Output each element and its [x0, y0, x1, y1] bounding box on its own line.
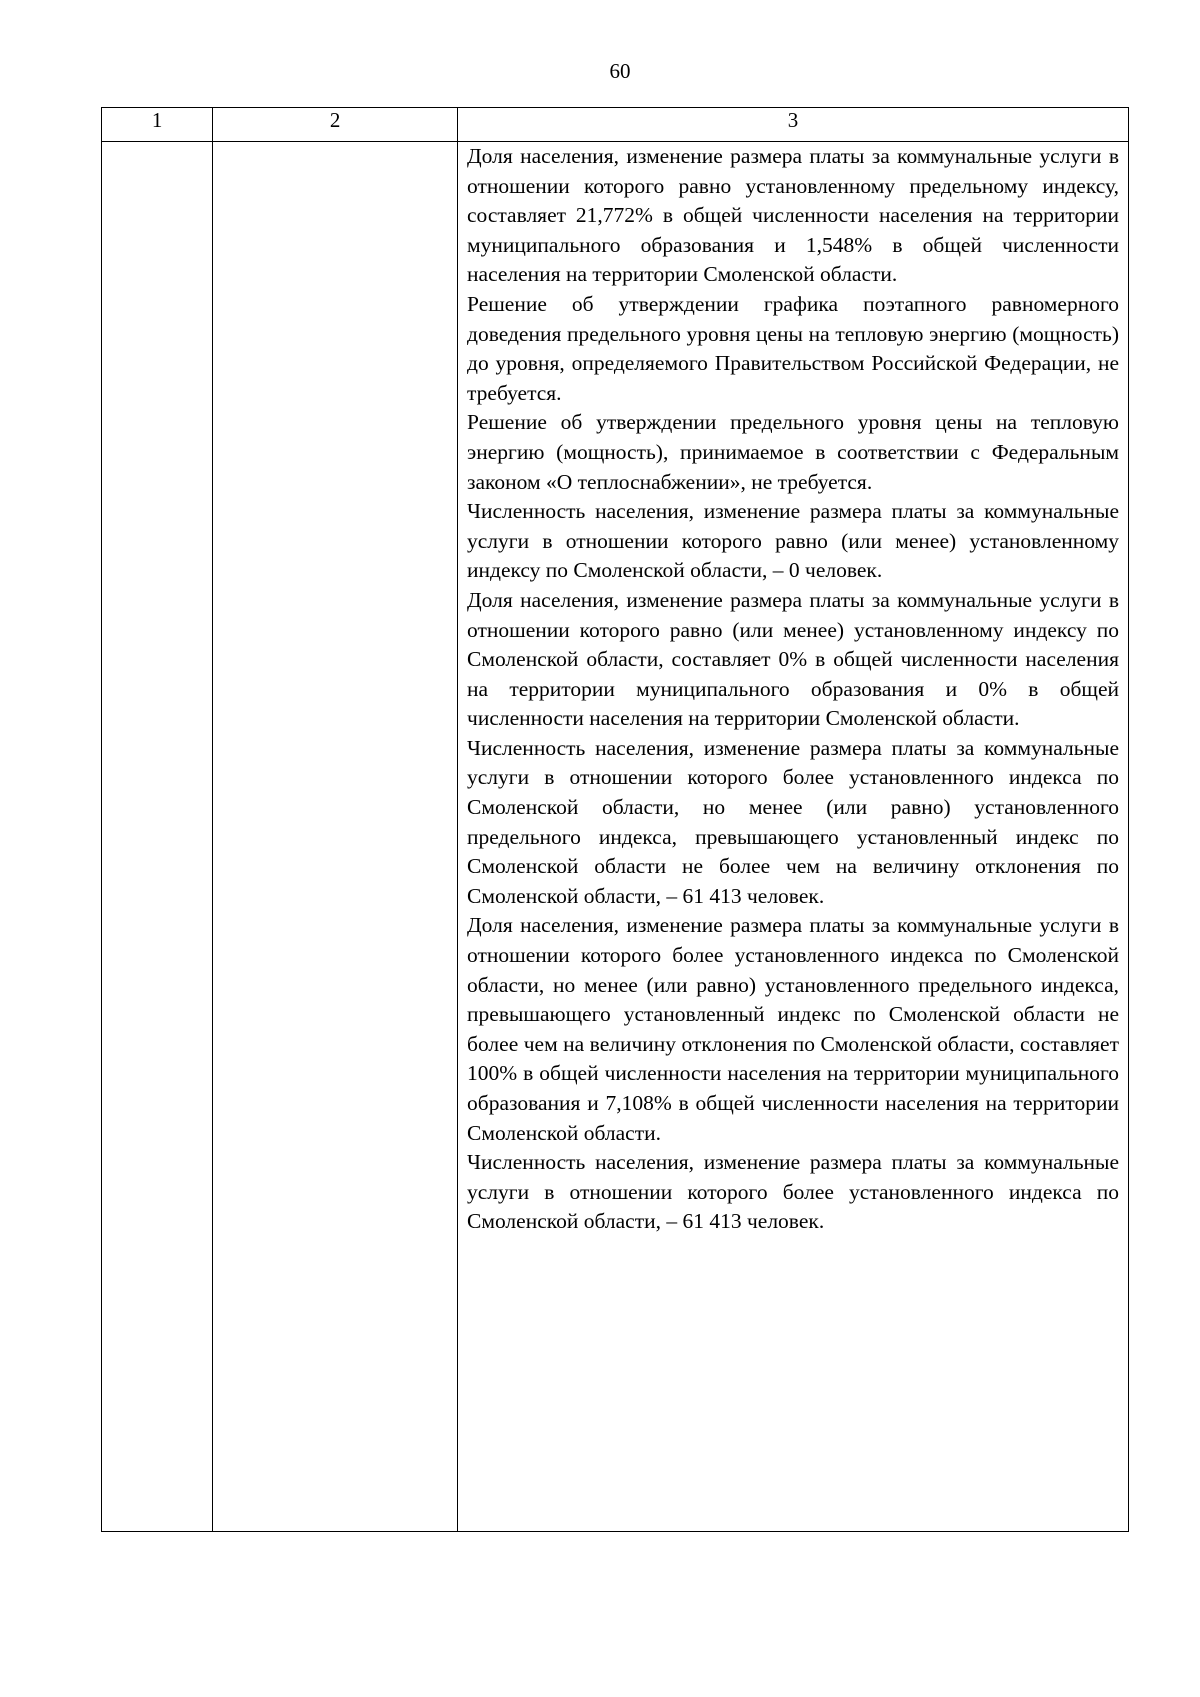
paragraph: Численность населения, изменение размера платы за коммунальные услуги в отношении которого более установленного индекса по Смоленской области, но менее (или равно) установленного предельного индекса, превышающего установленный индекс по Смоленской области не более чем на величину отклонения по Смоленской области, – 61 413 человек. [467, 735, 1119, 908]
header-cell-1: 1 [102, 108, 213, 142]
header-cell-2: 2 [213, 108, 458, 142]
body-cell-1 [102, 142, 213, 1532]
header-cell-3: 3 [458, 108, 1129, 142]
page-number: 60 [609, 59, 631, 83]
body-cell-2 [213, 142, 458, 1532]
paragraph: Решение об утверждении графика поэтапного равномерного доведения предельного уровня цены на тепловую энергию (мощность) до уровня, определяемого Правительством Российской Федерации, не требуется. [467, 291, 1119, 405]
paragraph: Решение об утверждении предельного уровня цены на тепловую энергию (мощность), принимаемое в соответствии с Федеральным законом «О теплоснабжении», не требуется. [467, 410, 1119, 494]
table-header-row [102, 108, 1129, 142]
body-cell-3 [458, 142, 1129, 1532]
paragraph: Численность населения, изменение размера платы за коммунальные услуги в отношении которого равно (или менее) установленному индексу по Смоленской области, – 0 человек. [467, 499, 1119, 583]
paragraph: Доля населения, изменение размера платы за коммунальные услуги в отношении которого равно установленному предельному индексу, составляет 21,772% в общей численности населения на территории муниципального образования и 1,548% в общей численности населения на территории Смоленской области. [467, 144, 1119, 287]
paragraph: Численность населения, изменение размера платы за коммунальные услуги в отношении которого более установленного индекса по Смоленской области, – 61 413 человек. [467, 1150, 1119, 1234]
paragraph: Доля населения, изменение размера платы за коммунальные услуги в отношении которого равно (или менее) установленному индексу по Смоленской области, составляет 0% в общей численности населения на территории муниципального образования и 0% в общей численности населения на территории Смоленской области. [467, 587, 1119, 731]
main-table [101, 107, 1129, 1532]
paragraph: Доля населения, изменение размера платы за коммунальные услуги в отношении которого более установленного индекса по Смоленской области, но менее (или равно) установленного предельного индекса, превышающего установленный индекс по Смоленской области не более чем на величину отклонения по Смоленской области, составляет 100% в общей численности населения на территории муниципального образования и 7,108% в общей численности населения на территории Смоленской области. [467, 913, 1119, 1145]
table-body-row [102, 142, 1129, 1532]
